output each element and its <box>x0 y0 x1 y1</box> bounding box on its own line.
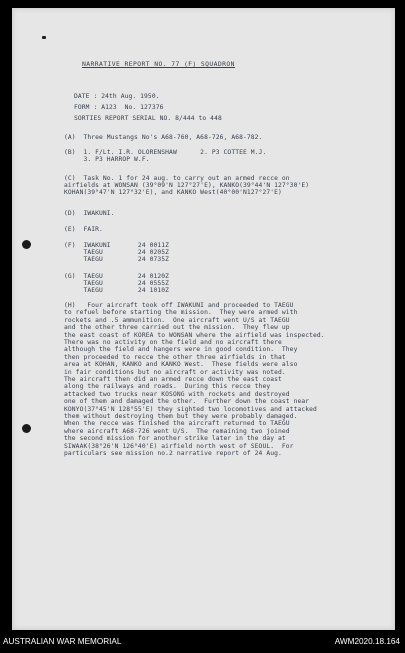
footer-institution: AUSTRALIAN WAR MEMORIAL <box>3 637 122 646</box>
section-h-line: one of them and damaged the other. Further down the coast near <box>64 398 310 406</box>
section-h-line: and the other three carried out the mission. They flew up <box>64 324 290 332</box>
report-body <box>64 8 384 630</box>
section-h-line: The aircraft then did an armed recce down the east coast <box>64 376 282 383</box>
section-h-line: them without destroying them but they were probably damaged. <box>64 413 298 420</box>
section-h-line: KONYO(37°45'N 128°55'E) they sighted two locomotives and attacked <box>64 405 317 413</box>
punch-hole-bottom <box>22 424 31 433</box>
header-line: FORM : A123 No. 127376 <box>74 104 164 111</box>
section-f-line: TAEGU 24 0205Z <box>64 249 170 256</box>
section-a-line: (A) Three Mustangs No's A68-760, A68-726, A68-782. <box>64 134 263 141</box>
section-h-line: (H) Four aircraft took off IWAKUNI and proceeded to TAEGU <box>64 302 294 309</box>
section-g-line: (G) TAEGU 24 0120Z <box>64 273 170 280</box>
section-c-line: airfields at WONSAN (39°09'N 127°27'E), KANKO(39°44'N 127°30'E) <box>64 182 310 189</box>
section-d-line: (D) IWAKUNI. <box>64 210 115 217</box>
footer-accession-number: AWM2020.18.164 <box>334 637 400 646</box>
document-page <box>12 8 395 630</box>
section-h-line: SIWAAK(38°26'N 126°40'E) airfield north west of SEOUL. For <box>64 442 294 450</box>
section-h-line: attacked two trucks near KOSONG with rockets and destroyed <box>64 390 290 398</box>
section-e-line: (E) FAIR. <box>64 226 103 233</box>
footer-bar <box>0 630 405 653</box>
section-h-line: rockets and .5 ammunition. One aircraft went U/S at TAEGU <box>64 316 290 324</box>
section-f-line: TAEGU 24 0735Z <box>64 256 170 263</box>
section-h-line: When the recce was finished the aircraft returned to TAEGU <box>64 420 290 428</box>
header-line: DATE : 24th Aug. 1950. <box>74 93 160 100</box>
section-c-line: (C) Task No. 1 for 24 aug. to carry out an armed recce on <box>64 175 290 182</box>
section-h-line: to refuel before starting the mission. They were armed with <box>64 309 298 317</box>
section-h-line: where aircraft A68-726 went U/S. The remaining two joined <box>64 427 290 435</box>
report-title: NARRATIVE REPORT NO. 77 (F) SQUADRON <box>82 60 235 68</box>
section-f-line: (F) IWAKUNI 24 0011Z <box>64 242 170 249</box>
section-h-line: although the field and hangers were in good condition. They <box>64 346 298 354</box>
section-h-line: along the railways and roads. During this recce they <box>64 383 271 391</box>
section-g-line: TAEGU 24 1010Z <box>64 287 170 294</box>
section-h-line: in fair conditions but no aircraft or activity was noted. <box>64 368 286 376</box>
section-b-line: (B) 1. F/Lt. I.R. OLORENSHAW 2. P3 COTTEE M.J. <box>64 149 267 156</box>
section-h-line: the second mission for another strike later in the day at <box>64 435 286 443</box>
section-h-line: particulars see mission no.2 narrative report of 24 Aug. <box>64 450 282 457</box>
section-g-line: TAEGU 24 0555Z <box>64 280 170 287</box>
section-b-line: 3. P3 HARROP W.F. <box>64 156 150 163</box>
section-h-line: the east coast of KOREA to WONSAN where the airfield was inspected. <box>64 331 325 339</box>
punch-hole-top <box>22 240 31 249</box>
section-h-line: area at KOHAN, KANKO and KANKO West. These fields were also <box>64 361 298 369</box>
header-line: SORTIES REPORT SERIAL NO. 8/444 to 448 <box>74 115 222 122</box>
section-c-line: KOHAN(39°47'N 127°32'E), and KANKO West(40°00'N127°27'E) <box>64 189 282 196</box>
section-h-line: There was no activity on the field and no aircraft there <box>64 339 282 346</box>
section-h-line: then proceeded to recce the other three airfields in that <box>64 353 286 361</box>
ink-mark <box>42 36 46 39</box>
